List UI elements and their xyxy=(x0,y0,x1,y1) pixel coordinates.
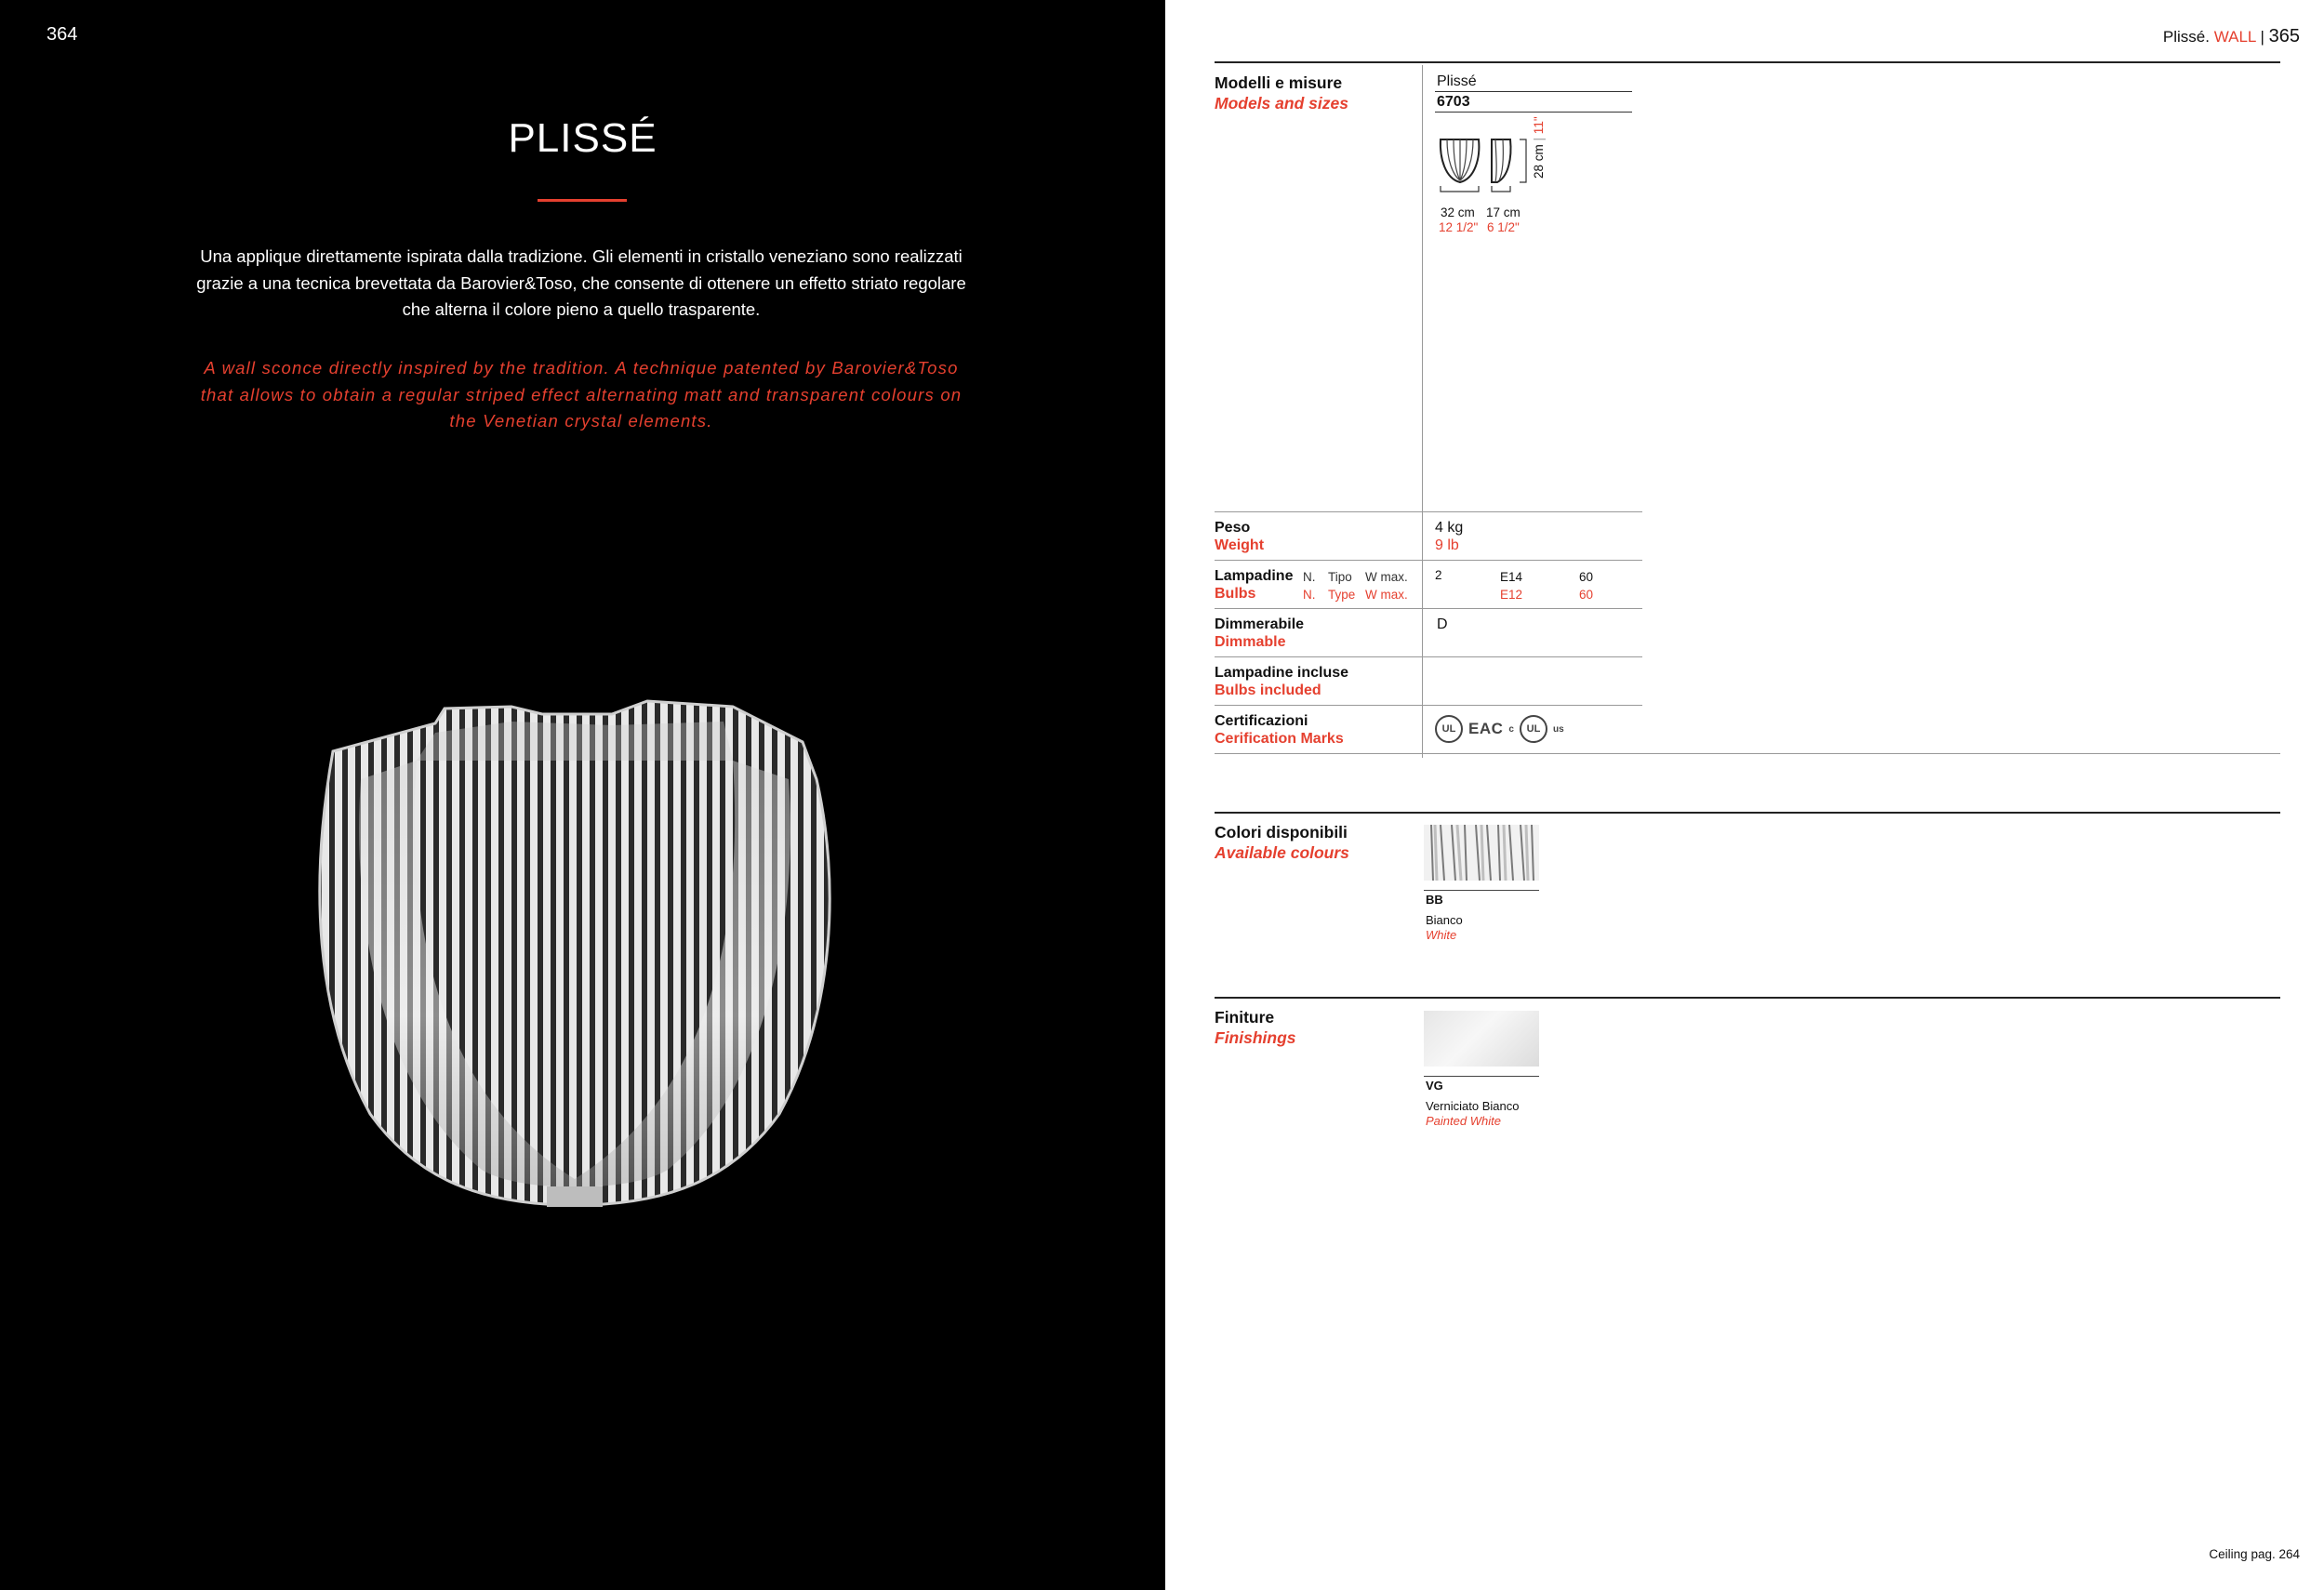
model-drawing xyxy=(1438,130,1531,197)
eac-mark-icon: EAC xyxy=(1468,720,1504,737)
spec-bottom-rule xyxy=(1215,753,2280,754)
bulbs-included-label: Lampadine incluse Bulbs included xyxy=(1215,665,1349,698)
depth-in: 6 1/2" xyxy=(1487,220,1520,234)
model-name: Plissé xyxy=(1437,73,1477,89)
cul-us: us xyxy=(1552,723,1564,735)
bulbs-col-n: N. N. xyxy=(1303,570,1316,602)
width-in: 12 1/2" xyxy=(1439,220,1479,234)
top-rule xyxy=(1215,61,2280,63)
bulbs-label: Lampadine Bulbs xyxy=(1215,568,1294,602)
models-label: Modelli e misure Models and sizes xyxy=(1215,73,1348,113)
dimmable-label: Dimmerabile Dimmable xyxy=(1215,616,1305,650)
description-english: A wall sconce directly inspired by the tradition. A technique patented by Barovier&Toso that allows to obtain a regular striped effect alternating matt and transparent colours on the Venetian crystal elements. xyxy=(200,358,963,431)
colour-code: BB xyxy=(1426,893,1443,907)
spec-column-divider xyxy=(1422,65,1423,758)
certification-marks xyxy=(1435,714,1564,744)
width-cm: 32 cm xyxy=(1441,205,1475,219)
colours-label: Colori disponibili Available colours xyxy=(1215,823,1349,862)
colours-rule xyxy=(1215,812,2280,814)
cross-reference-footer[interactable]: Ceiling pag. 264 xyxy=(2209,1547,2300,1561)
description-italian: Una applique direttamente ispirata dalla tradizione. Gli elementi in cristallo veneziano sono realizzati grazie a una tecnica brevettata da Barovier&Toso, che consente di ottenere un effetto striato regolare che alterna il colore pieno a quello trasparente. xyxy=(196,246,966,319)
spec-rule xyxy=(1215,656,1642,657)
finish-swatch-verniciato-bianco xyxy=(1424,1011,1539,1067)
spec-rule xyxy=(1215,560,1642,561)
model-name-rule xyxy=(1435,91,1632,92)
weight-value: 4 kg 9 lb xyxy=(1435,520,1464,553)
page-number-right: 365 xyxy=(2268,26,2300,46)
bulbs-count: 2 xyxy=(1435,568,1442,582)
finish-name: Verniciato Bianco Painted White xyxy=(1426,1099,1520,1128)
header-separator: | xyxy=(2260,28,2264,46)
finishings-rule xyxy=(1215,997,2280,999)
spec-rule xyxy=(1215,705,1642,706)
page-number-left: 364 xyxy=(46,24,78,45)
cul-c: c xyxy=(1508,723,1514,735)
bulbs-type: E14 E12 xyxy=(1500,570,1523,602)
ul-mark-icon: UL xyxy=(1435,715,1463,743)
colour-swatch-bianco xyxy=(1424,825,1539,881)
bulbs-wattage: 60 60 xyxy=(1579,570,1594,602)
right-page xyxy=(1165,0,2324,1590)
colour-swatch-rule xyxy=(1424,890,1539,891)
spec-rule xyxy=(1215,511,1642,512)
model-code-rule xyxy=(1435,112,1632,113)
weight-label: Peso Weight xyxy=(1215,520,1265,553)
model-code: 6703 xyxy=(1437,94,1470,110)
dimmable-value: D xyxy=(1437,616,1448,632)
spec-rule xyxy=(1215,608,1642,609)
header-product: Plissé. xyxy=(2162,28,2210,46)
colour-name: Bianco White xyxy=(1426,913,1463,942)
running-header xyxy=(2163,26,2300,47)
header-section: WALL xyxy=(2213,28,2256,46)
bulbs-col-wmax: W max. W max. xyxy=(1365,570,1408,602)
finish-code: VG xyxy=(1426,1079,1443,1093)
depth-cm: 17 cm xyxy=(1486,205,1521,219)
wall-sconce-photo xyxy=(296,696,854,1216)
title-underline xyxy=(538,199,627,202)
cul-mark-icon: UL xyxy=(1520,715,1547,743)
certifications-label: Certificazioni Cerification Marks xyxy=(1215,713,1344,747)
bulbs-col-type: Tipo Type xyxy=(1328,570,1356,602)
finish-swatch-rule xyxy=(1424,1076,1539,1077)
page-title: PLISSÉ xyxy=(508,115,657,161)
height-dimension: 28 cm | 11" xyxy=(1532,116,1546,179)
finishings-label: Finiture Finishings xyxy=(1215,1008,1296,1047)
